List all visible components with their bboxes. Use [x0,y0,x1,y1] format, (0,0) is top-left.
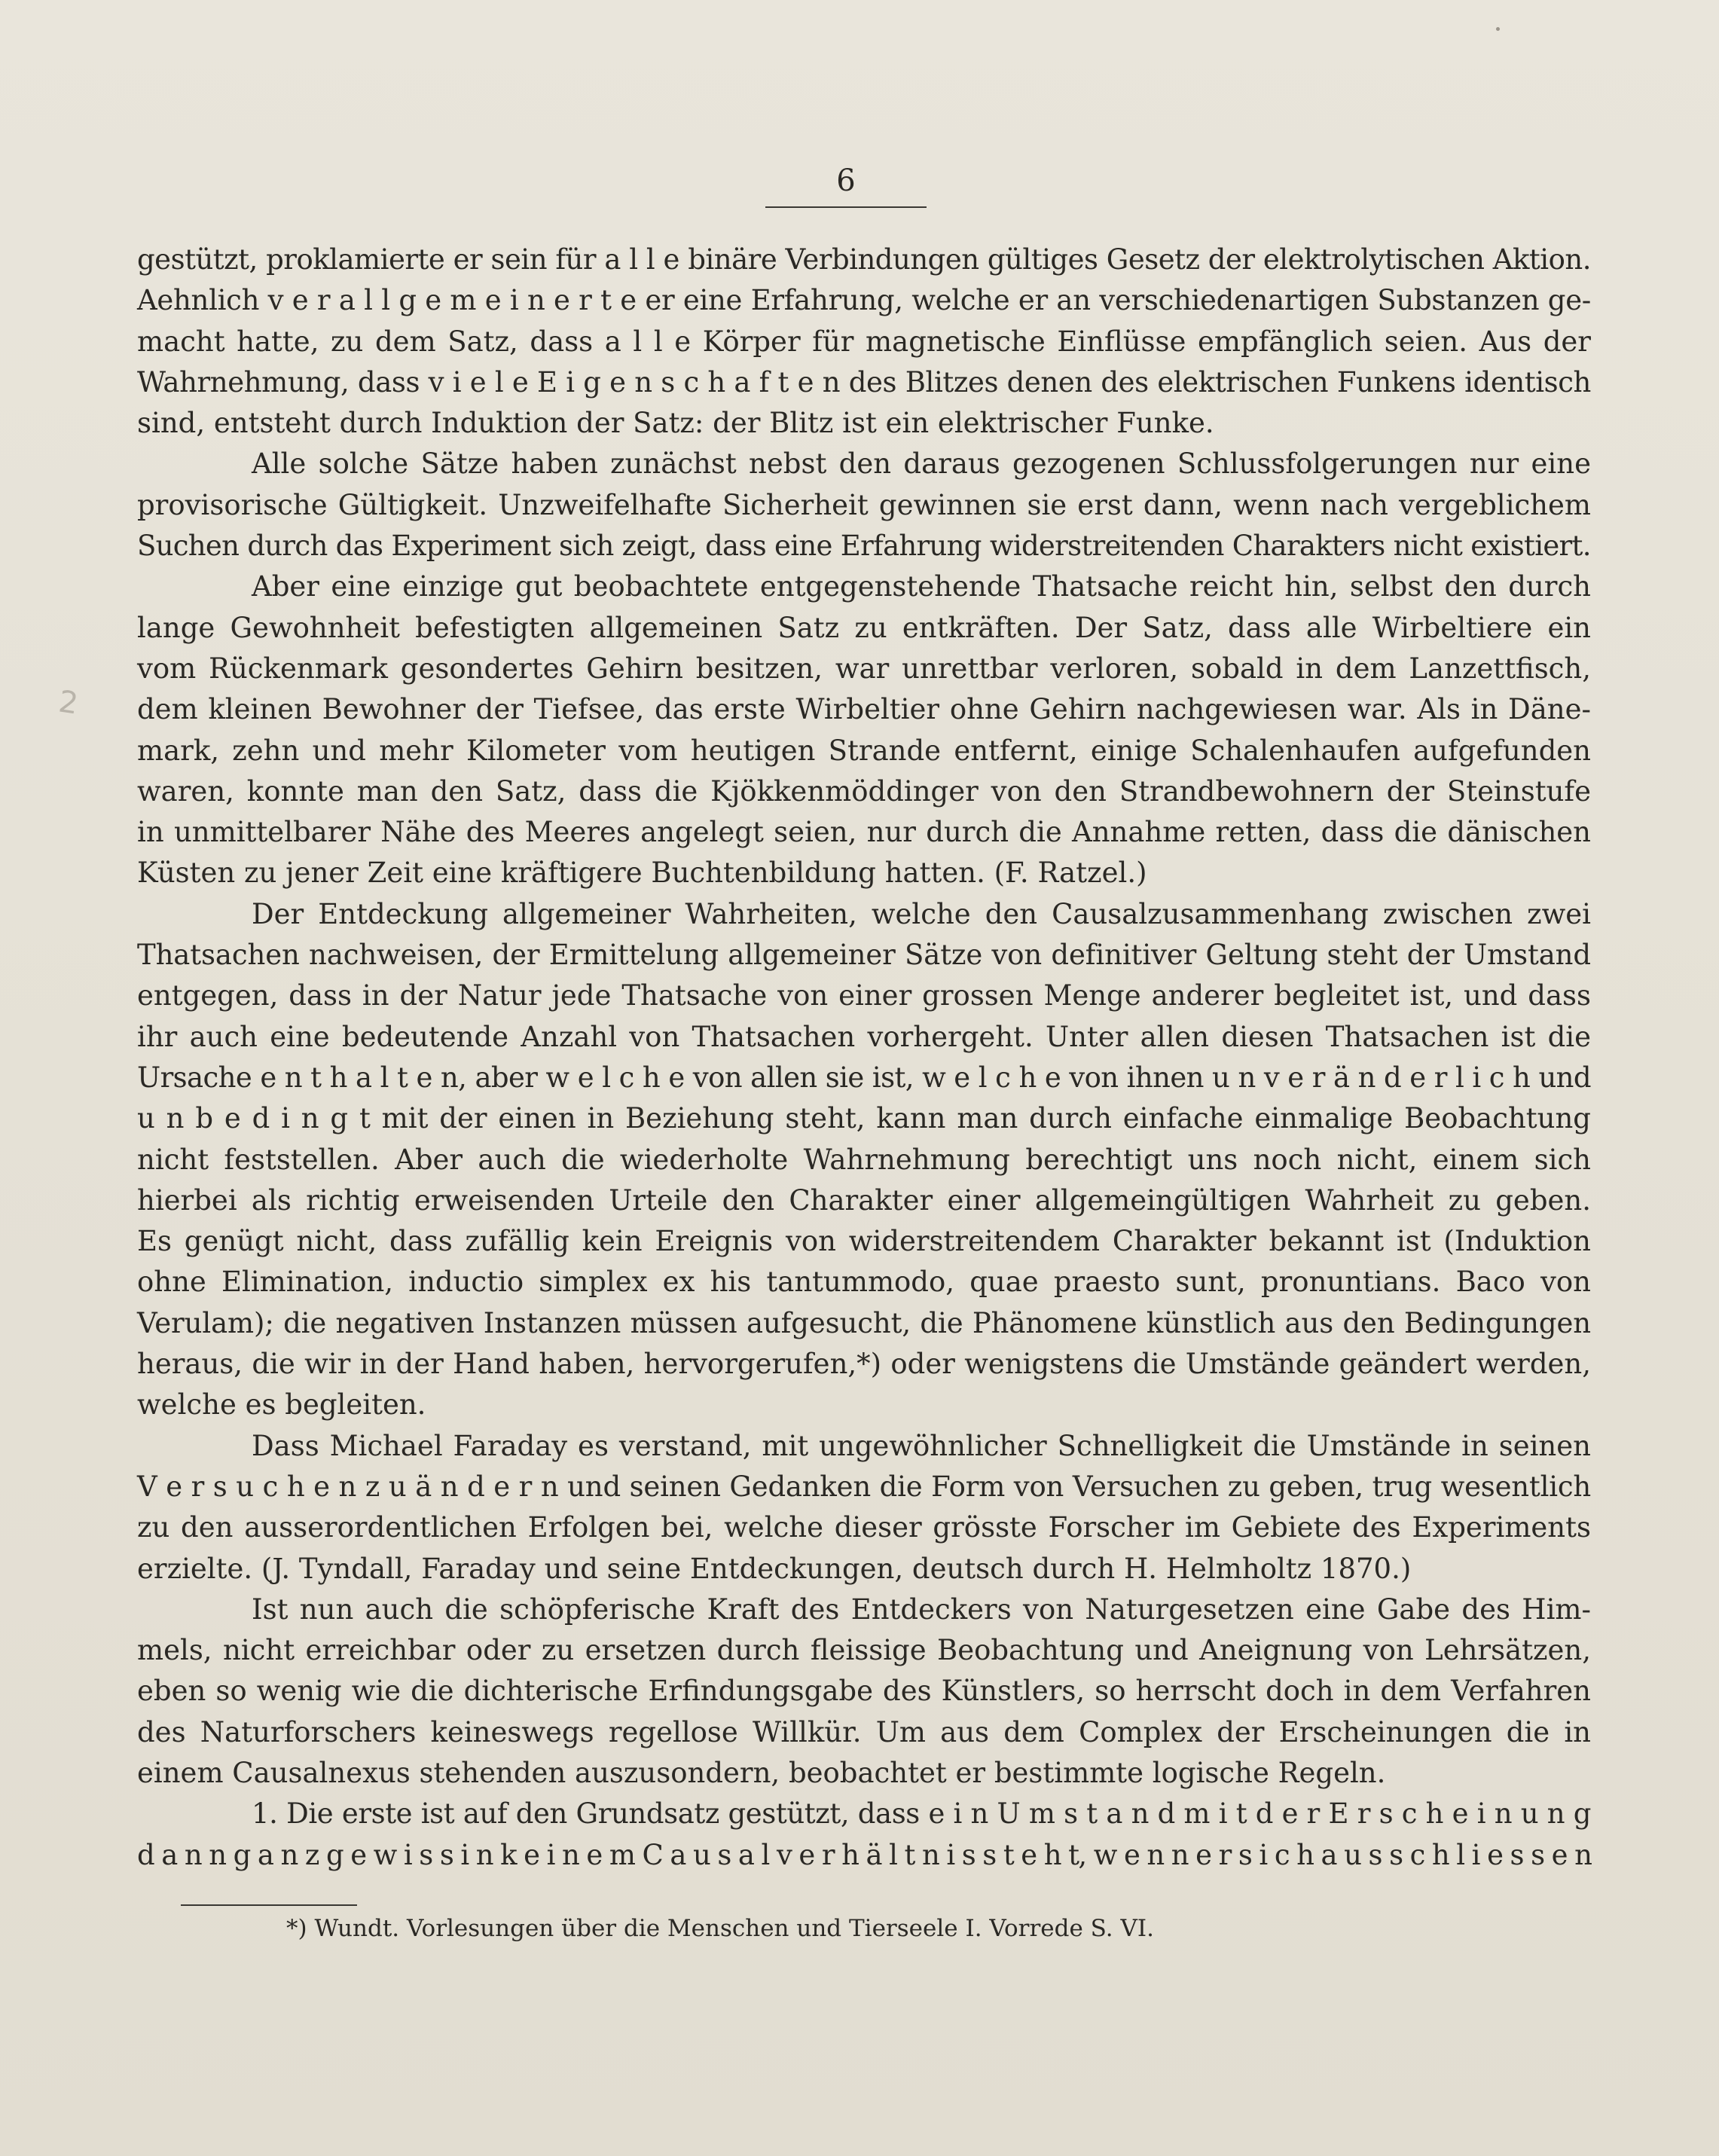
paragraph [137,566,1591,893]
text-line: dem kleinen Bewohner der Tiefsee, das erste Wirbeltier ohne Gehirn nachgewiesen war. Als in Däne- [137,693,1591,726]
text-line: lange Gewohnheit befestigten allgemeinen Satz zu entkräften. Der Satz, dass alle Wirbeltiere ein [137,611,1591,644]
text-line: Es genügt nicht, dass zufällig kein Ereignis von widerstreitendem Charakter bekannt ist (Induktion [137,1225,1591,1258]
margin-pencil-mark: 2 [56,684,81,722]
text-line: Ist nun auch die schöpferische Kraft des Entdeckers von Naturgesetzen eine Gabe des Him- [252,1593,1591,1626]
header-rule [765,206,927,208]
text-line: Thatsachen nachweisen, der Ermittelung allgemeiner Sätze von definitiver Geltung steht der Umstand [137,939,1591,972]
text-line: Aber eine einzige gut beobachtete entgegenstehende Thatsache reicht hin, selbst den durch [252,570,1591,603]
footnote-rule [181,1904,357,1906]
paragraph [137,1590,1591,1794]
text-line: heraus, die wir in der Hand haben, hervorgerufen,*) oder wenigstens die Umstände geändert werden, [137,1348,1591,1381]
text-line: Der Entdeckung allgemeiner Wahrheiten, welche den Causalzusammenhang zwischen zwei [252,897,1591,930]
text-line: entgegen, dass in der Natur jede Thatsache von einer grossen Menge anderer begleitet ist, und dass [137,979,1591,1012]
text-line: waren, konnte man den Satz, dass die Kjökkenmöddinger von den Strandbewohnern der Steinstufe [137,774,1591,808]
text-line: Suchen durch das Experiment sich zeigt, dass eine Erfahrung widerstreitenden Charakters nicht existiert. [137,530,1591,563]
text-line: sind, entsteht durch Induktion der Satz: der Blitz ist ein elektrischer Funke. [137,407,1214,440]
footnote: *) Wundt. Vorlesungen über die Menschen und Tierseele I. Vorrede S. VI. [286,1915,1154,1942]
text-line: gestützt, proklamierte er sein für a l l e binäre Verbindungen gültiges Gesetz der elektrolytischen Aktion. [137,243,1591,276]
body-text [137,240,1591,1876]
paragraph [137,240,1591,444]
text-line: hierbei als richtig erweisenden Urteile den Charakter einer allgemeingültigen Wahrheit zu geben. [137,1183,1591,1217]
text-line: zu den ausserordentlichen Erfolgen bei, welche dieser grösste Forscher im Gebiete des Experiments [137,1511,1591,1544]
text-line: erzielte. (J. Tyndall, Faraday und seine Entdeckungen, deutsch durch H. Helmholtz 1870.) [137,1552,1412,1585]
text-line: eben so wenig wie die dichterische Erfindungsgabe des Künstlers, so herrscht doch in dem Verfahren [137,1675,1591,1708]
text-line: provisorische Gültigkeit. Unzweifelhafte Sicherheit gewinnen sie erst dann, wenn nach vergeblichem [137,488,1591,521]
text-line: ihr auch eine bedeutende Anzahl von Thatsachen vorhergeht. Unter allen diesen Thatsachen ist die [137,1020,1591,1053]
text-line: V e r s u c h e n z u ä n d e r n und seinen Gedanken die Form von Versuchen zu geben, trug wesentlich [137,1470,1591,1503]
paragraph [137,444,1591,566]
text-line: nicht feststellen. Aber auch die wiederholte Wahrnehmung berechtigt uns noch nicht, einem sich [137,1143,1591,1176]
text-line: Alle solche Sätze haben zunächst nebst den daraus gezogenen Schlussfolgerungen nur eine [252,447,1591,481]
text-line: vom Rückenmark gesondertes Gehirn besitzen, war unrettbar verloren, sobald in dem Lanzettfisch, [137,652,1591,685]
text-line: Verulam); die negativen Instanzen müssen aufgesucht, die Phänomene künstlich aus den Bedingungen [137,1306,1591,1339]
text-line: Küsten zu jener Zeit eine kräftigere Buchtenbildung hatten. (F. Ratzel.) [137,857,1147,890]
text-line: macht hatte, zu dem Satz, dass a l l e Körper für magnetische Einflüsse empfänglich seien. Aus der [137,325,1591,358]
text-line: des Naturforschers keineswegs regellose Willkür. Um aus dem Complex der Erscheinungen die in [137,1715,1591,1748]
text-line: ohne Elimination, inductio simplex ex his tantummodo, quae praesto sunt, pronuntians. Baco von [137,1266,1591,1299]
text-line: Wahrnehmung, dass v i e l e E i g e n s c h a f t e n des Blitzes denen des elektrischen Funkens identisch [137,365,1591,399]
text-line: welche es begleiten. [137,1388,426,1422]
page-number-header [765,163,927,199]
text-line: mels, nicht erreichbar oder zu ersetzen durch fleissige Beobachtung und Aneignung von Lehrsätzen, [137,1634,1591,1667]
text-line: Aehnlich v e r a l l g e m e i n e r t e er eine Erfahrung, welche er an verschiedenartigen Substanzen ge- [137,284,1591,317]
text-line: einem Causalnexus stehenden auszusondern, beobachtet er bestimmte logische Regeln. [137,1756,1386,1789]
text-line: u n b e d i n g t mit der einen in Beziehung steht, kann man durch einfache einmalige Beobachtung [137,1102,1591,1135]
text-line: Dass Michael Faraday es verstand, mit ungewöhnlicher Schnelligkeit die Umstände in seinen [252,1429,1591,1462]
paper-speck [1496,27,1500,31]
text-line: in unmittelbarer Nähe des Meeres angelegt seien, nur durch die Annahme retten, dass die dänischen [137,816,1591,849]
text-line: Ursache e n t h a l t e n, aber w e l c h e von allen sie ist, w e l c h e von ihnen u n v e r ä n d e r l i c h und [137,1061,1591,1094]
text-line: 1. Die erste ist auf den Grundsatz gestützt, dass e i n U m s t a n d m i t d e r E r s c h e i n u n g [252,1797,1591,1831]
text-line: mark, zehn und mehr Kilometer vom heutigen Strande entfernt, einige Schalenhaufen aufgefunden [137,734,1591,767]
paragraph [137,1794,1591,1876]
paragraph [137,1426,1591,1590]
text-line: d a n n g a n z g e w i s s i n k e i n e m C a u s a l v e r h ä l t n i s s t e h t, w e n n e r s i c h a u s s c h l i e s s e n [137,1838,1592,1871]
paragraph [137,894,1591,1426]
page-number: 6 [836,163,856,198]
